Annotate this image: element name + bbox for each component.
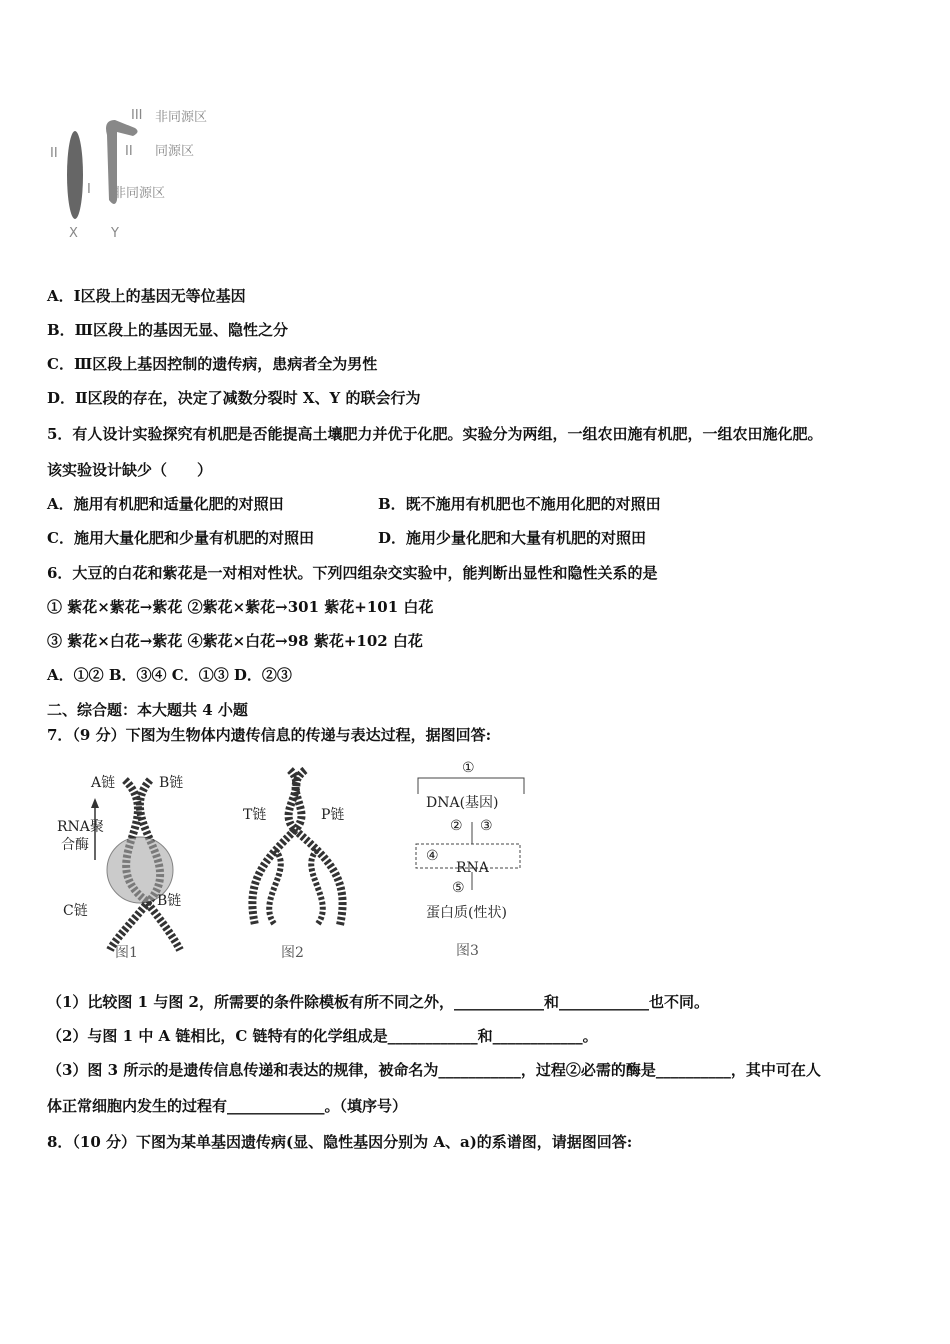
q7-stem: 7．（9 分）下图为生物体内遗传信息的传递与表达过程，据图回答: (47, 726, 492, 744)
q6-line2: ③ 紫花×白花→紫花 ④紫花×白花→98 紫花+102 白花 (47, 632, 423, 650)
fig2-drawing (235, 760, 370, 965)
fig3-step3: ③ (480, 818, 493, 834)
fig1-rna-pol-line2: 合酶 (61, 837, 89, 853)
label-iii-text: 非同源区 (155, 110, 208, 125)
fig2-p-chain: P链 (321, 807, 345, 823)
q6-stem: 6．大豆的白花和紫花是一对相对性状。下列四组杂交实验中，能判断出显性和隐性关系的是 (47, 564, 658, 582)
label-ii-text: 同源区 (155, 144, 195, 159)
fig3-dna: DNA(基因) (426, 795, 499, 811)
y-label: Y (111, 226, 119, 241)
q5-option-c: C．施用大量化肥和少量有机肥的对照田 (47, 529, 314, 547)
fig1-rna-pol-line1: RNA聚 (57, 819, 104, 835)
q5-option-a: A．施用有机肥和适量化肥的对照田 (47, 495, 284, 513)
q7-sub2: （2）与图 1 中 A 链相比，C 链特有的化学组成是____________和____________。 (47, 1027, 598, 1045)
q8-stem: 8．（10 分）下图为某单基因遗传病(显、隐性基因分别为 A、a)的系谱图，请据图回答: (47, 1133, 633, 1151)
q7-fig2 (235, 760, 370, 965)
fig1-b-chain-bottom: B链 (157, 893, 182, 909)
fig1-b-chain-top: B链 (159, 775, 184, 791)
q5-stem-line2: 该实验设计缺少（ ） (47, 461, 213, 479)
q4-option-b: B．Ⅲ区段上的基因无显、隐性之分 (47, 321, 288, 339)
label-ii-left: II (50, 146, 58, 161)
q6-line1: ① 紫花×紫花→紫花 ②紫花×紫花→301 紫花+101 白花 (47, 598, 434, 616)
fig1-caption: 图1 (115, 945, 138, 961)
fig3-caption: 图3 (456, 943, 479, 959)
q4-option-a: A．Ⅰ区段上的基因无等位基因 (47, 287, 246, 305)
x-chromosome (67, 131, 83, 219)
fig3-step4: ④ (426, 848, 439, 864)
fig1-c-chain: C链 (63, 903, 88, 919)
fig3-protein: 蛋白质(性状) (426, 905, 507, 921)
q7-sub3-line1: （3）图 3 所示的是遗传信息传递和表达的规律，被命名为___________，过程②必需的酶是__________，其中可在人 (47, 1061, 821, 1079)
q4-option-c: C．Ⅲ区段上基因控制的遗传病，患病者全为男性 (47, 355, 378, 373)
q5-option-d: D．施用少量化肥和大量有机肥的对照田 (378, 529, 647, 547)
q7-sub1: （1）比较图 1 与图 2，所需要的条件除模板有所不同之外，____________和____________也不同。 (47, 993, 709, 1011)
q5-stem-line1: 5．有人设计实验探究有机肥是否能提高土壤肥力并优于化肥。实验分为两组，一组农田施有机肥，一组农田施化肥。 (47, 425, 823, 443)
q6-options: A．①② B．③④ C．①③ D．②③ (47, 666, 292, 684)
fig3-rna: RNA (456, 860, 489, 876)
fig2-t-chain: T链 (243, 807, 267, 823)
q7-fig1 (55, 760, 225, 965)
fig2-caption: 图2 (281, 945, 304, 961)
fig3-step2: ② (450, 818, 463, 834)
fig3-step5: ⑤ (452, 880, 465, 896)
label-i-text: 非同源区 (113, 186, 166, 201)
section2-heading: 二、综合题：本大题共 4 小题 (47, 701, 248, 719)
q7-fig3 (412, 760, 542, 965)
fig3-step1: ① (462, 760, 475, 776)
xy-chromosome-figure (45, 100, 235, 250)
label-ii: II (125, 144, 133, 159)
q7-sub3-line2: 体正常细胞内发生的过程有_____________。（填序号） (47, 1097, 408, 1115)
label-iii: III (131, 108, 143, 123)
label-i: I (87, 182, 91, 197)
x-label: X (69, 226, 78, 241)
fig1-a-chain: A链 (91, 775, 116, 791)
q4-option-d: D．Ⅱ区段的存在，决定了减数分裂时 X、Y 的联会行为 (47, 389, 421, 407)
fig1-drawing (55, 760, 225, 965)
q5-option-b: B．既不施用有机肥也不施用化肥的对照田 (378, 495, 661, 513)
